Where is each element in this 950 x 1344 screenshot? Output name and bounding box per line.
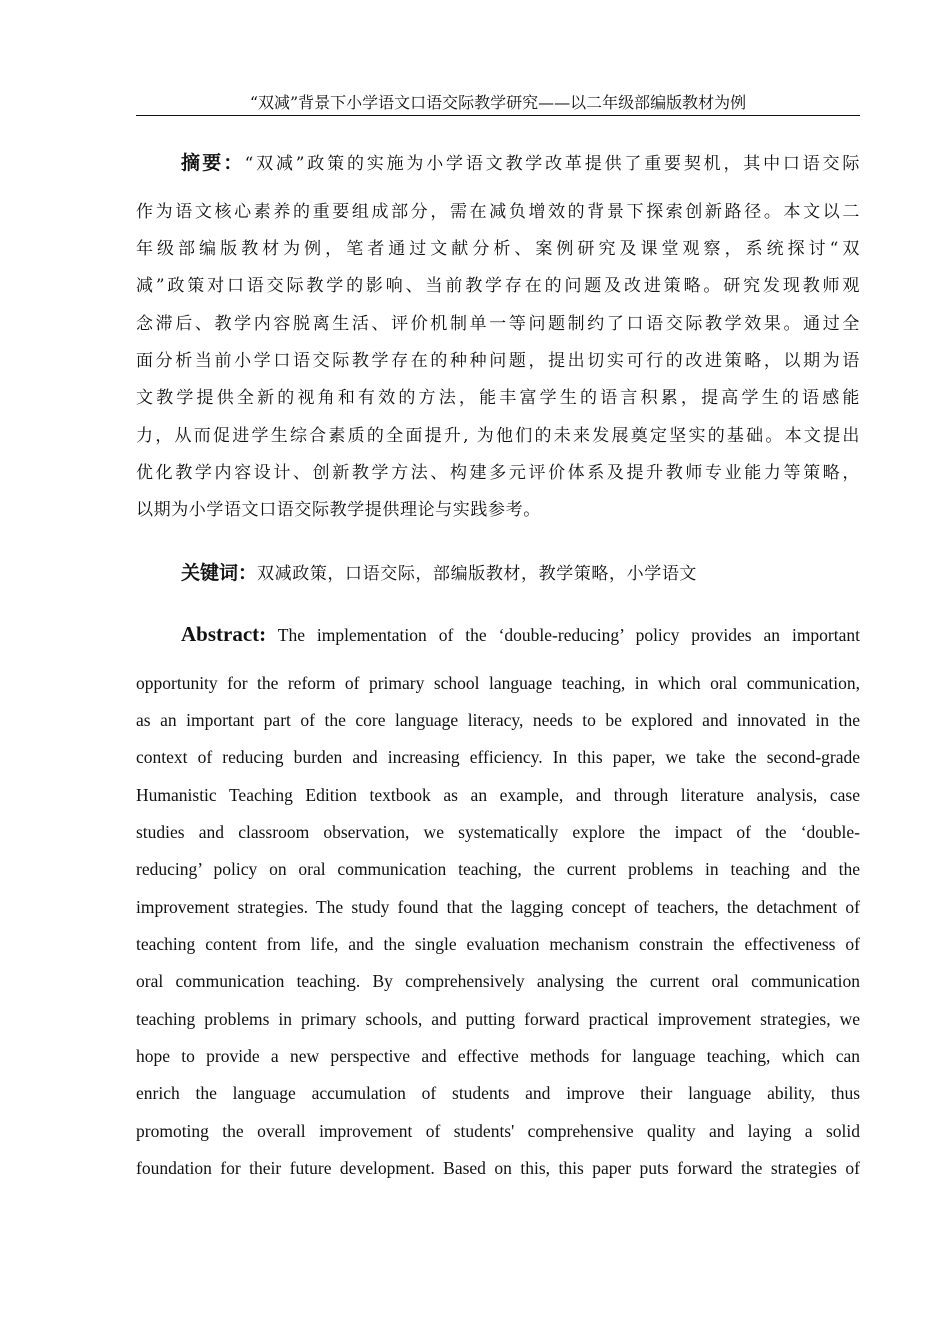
abstract-zh-line: 优化教学内容设计、创新教学方法、构建多元评价体系及提升教师专业能力等策略，	[136, 463, 860, 483]
running-header-title: “双减”背景下小学语文口语交际教学研究——以二年级部编版教材为例	[249, 93, 747, 112]
keywords-zh-label: 关键词：	[181, 562, 258, 584]
header-divider	[136, 115, 860, 116]
keywords-zh	[136, 561, 860, 586]
abstract-en-line: foundation for their future development. Based on this, this paper puts forward the strategies of	[136, 1158, 860, 1178]
abstract-en-line: oral communication teaching. By comprehensively analysing the current oral communication	[136, 971, 860, 991]
abstract-zh-line: 减”政策对口语交际教学的影响、当前教学存在的问题及改进策略。研究发现教师观	[136, 276, 860, 296]
abstract-en-line: hope to provide a new perspective and effective methods for language teaching, which can	[136, 1046, 860, 1066]
abstract-en-line: studies and classroom observation, we systematically explore the impact of the ‘double-	[136, 822, 860, 842]
abstract-zh-line: 念滞后、教学内容脱离生活、评价机制单一等问题制约了口语交际教学效果。通过全	[136, 314, 860, 334]
abstract-en-label: Abstract:	[181, 622, 267, 646]
keywords-zh-value: 双减政策，口语交际，部编版教材，教学策略，小学语文	[257, 564, 698, 584]
abstract-zh-label: 摘要：	[181, 152, 245, 174]
abstract-en-line: improvement strategies. The study found that the lagging concept of teachers, the detachment of	[136, 897, 860, 917]
abstract-zh-line: 文教学提供全新的视角和有效的方法，能丰富学生的语言积累，提高学生的语感能	[136, 388, 860, 408]
abstract-en-line: Humanistic Teaching Edition textbook as an example, and through literature analysis, case	[136, 785, 860, 805]
abstract-en-line: as an important part of the core language literacy, needs to be explored and innovated in the	[136, 710, 860, 730]
abstract-en-line: Abstract: The implementation of the ‘double-reducing’ policy provides an important	[181, 622, 860, 646]
abstract-en-line: context of reducing burden and increasing efficiency. In this paper, we take the second-grade	[136, 747, 860, 767]
abstract-en-line: reducing’ policy on oral communication teaching, the current problems in teaching and the	[136, 859, 860, 879]
abstract-zh-line: 作为语文核心素养的重要组成部分，需在减负增效的背景下探索创新路径。本文以二	[136, 202, 860, 222]
abstract-en-line: enrich the language accumulation of students and improve their language ability, thus	[136, 1083, 860, 1103]
abstract-zh-line: 面分析当前小学口语交际教学存在的种种问题，提出切实可行的改进策略，以期为语	[136, 351, 860, 371]
abstract-en-line: promoting the overall improvement of students' comprehensive quality and laying a solid	[136, 1121, 860, 1141]
abstract-zh-line: 以期为小学语文口语交际教学提供理论与实践参考。	[136, 500, 541, 520]
abstract-zh-line: 摘要：“双减”政策的实施为小学语文教学改革提供了重要契机，其中口语交际	[181, 152, 860, 174]
abstract-zh-line: 力，从而促进学生综合素质的全面提升, 为他们的未来发展奠定坚实的基础。本文提出	[136, 426, 860, 446]
abstract-en-line: opportunity for the reform of primary school language teaching, in which oral communication,	[136, 673, 860, 693]
abstract-en-line: teaching content from life, and the single evaluation mechanism constrain the effectiveness of	[136, 934, 860, 954]
abstract-en-line: teaching problems in primary schools, and putting forward practical improvement strategies, we	[136, 1009, 860, 1029]
abstract-zh-line: 年级部编版教材为例，笔者通过文献分析、案例研究及课堂观察，系统探讨“双	[136, 239, 860, 259]
